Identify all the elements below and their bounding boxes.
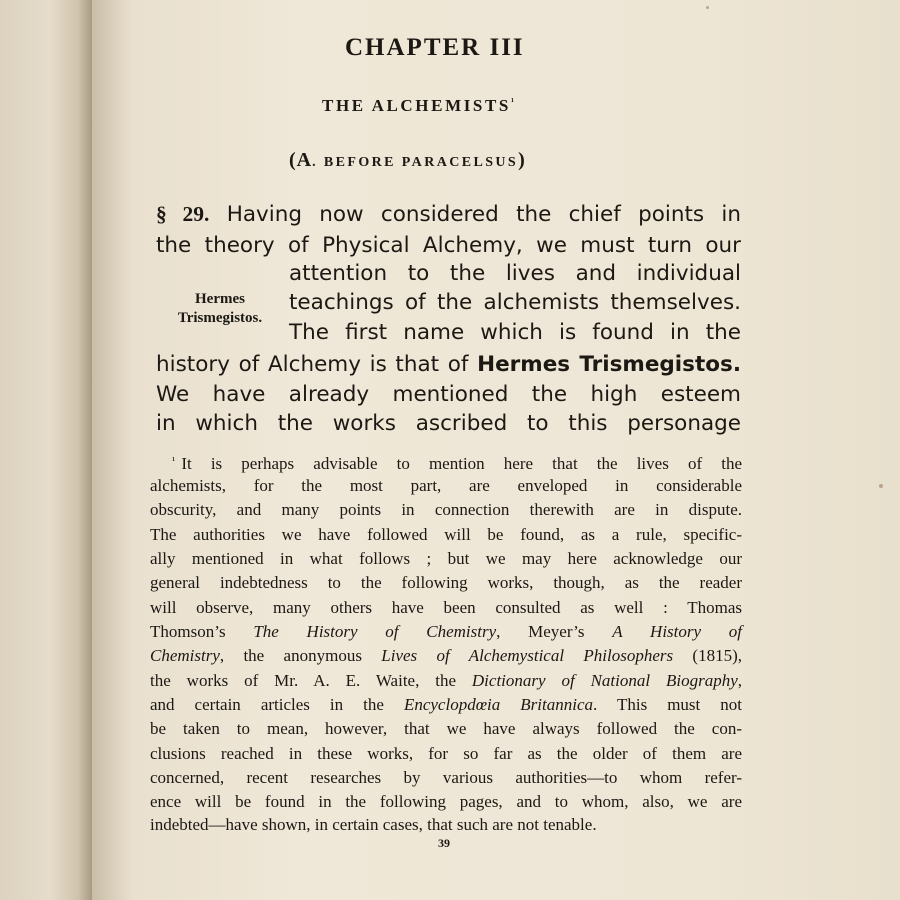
book-title: Dictionary of National Biography [471, 671, 738, 690]
section-footnote-marker: ¹ [510, 96, 517, 108]
footnote-line [150, 644, 742, 668]
body-line [156, 199, 741, 229]
body-line-text: Having now considered the chief points in [226, 202, 741, 227]
book-title: The History of Chemistry [253, 622, 497, 641]
footnote-line: concerned, recent researches by various authorities—to whom refer- [150, 768, 742, 787]
footnote-text: Thomson’s [150, 622, 254, 641]
paper-speck [706, 6, 709, 9]
footnote-line: The authorities we have followed will be found, as a rule, specific- [150, 525, 742, 544]
bold-name: Hermes Trismegistos. [477, 352, 741, 377]
footnote-line: will observe, many others have been consulted as well : Thomas [150, 598, 742, 617]
body-line: We have already mentioned the high esteem [156, 382, 741, 407]
footnote-line: general indebtedness to the following works, though, as the reader [150, 573, 742, 592]
subsection-title [289, 149, 526, 172]
body-line: attention to the lives and individual [289, 261, 741, 286]
body-line: The first name which is found in the [289, 320, 741, 345]
subtitle-close: ) [518, 149, 526, 171]
margin-note [160, 290, 280, 328]
footnote-line [172, 449, 742, 473]
body-line: the theory of Physical Alchemy, we must turn our [156, 233, 741, 258]
footnote-text: (1815), [673, 646, 743, 665]
page-number: 39 [438, 836, 450, 850]
section-title-text: THE ALCHEMISTS [322, 96, 511, 115]
paper-speck [879, 484, 883, 488]
book-title: Encyclopdœia Britannica [403, 695, 593, 714]
footnote-line: be taken to mean, however, that we have always followed the con- [150, 719, 742, 738]
body-line-text: history of Alchemy is that of [156, 352, 469, 377]
book-title: A History of [612, 622, 742, 641]
footnote-text: . This must not [593, 695, 742, 714]
footnote-line: clusions reached in these works, for so far as the older of them are [150, 744, 742, 763]
footnote-line [150, 669, 742, 693]
footnote-text: It is perhaps advisable to mention here that the lives of the [181, 454, 742, 473]
subtitle-text: . BEFORE PARACELSUS [312, 155, 519, 170]
body-line [156, 350, 741, 380]
footnote-line: alchemists, for the most part, are enveloped in considerable [150, 476, 742, 495]
facing-page-edge [0, 0, 92, 900]
footnote-line [150, 693, 742, 717]
body-line: in which the works ascribed to this personage [156, 411, 741, 436]
footnote-text: , [737, 671, 742, 690]
footnote-text: the works of Mr. A. E. Waite, the [150, 671, 472, 690]
book-title: Lives of Alchemystical Philosophers [381, 646, 674, 665]
footnote-marker: ¹ [172, 455, 176, 467]
section-title [322, 96, 517, 116]
footnote-text: , Meyer’s [496, 622, 613, 641]
book-title: Chemistry [150, 646, 220, 665]
book-page [92, 0, 900, 900]
margin-note-line: Hermes [195, 291, 245, 307]
footnote-line: ence will be found in the following pages, and to whom, also, we are [150, 792, 742, 811]
footnote-text: , the anonymous [219, 646, 382, 665]
footnote-text: and certain articles in the [150, 695, 404, 714]
section-number: § 29. [156, 202, 210, 226]
footnote-line [150, 620, 742, 644]
chapter-heading: CHAPTER III [345, 34, 525, 61]
margin-note-line: Trismegistos. [177, 310, 263, 326]
body-line: teachings of the alchemists themselves. [289, 290, 741, 315]
footnote-line: ally mentioned in what follows ; but we may here acknowledge our [150, 549, 742, 568]
footnote-line: obscurity, and many points in connection therewith are in dispute. [150, 500, 742, 519]
subtitle-open: (A [289, 149, 313, 171]
footnote-line: indebted—have shown, in certain cases, that such are not tenable. [150, 815, 597, 834]
